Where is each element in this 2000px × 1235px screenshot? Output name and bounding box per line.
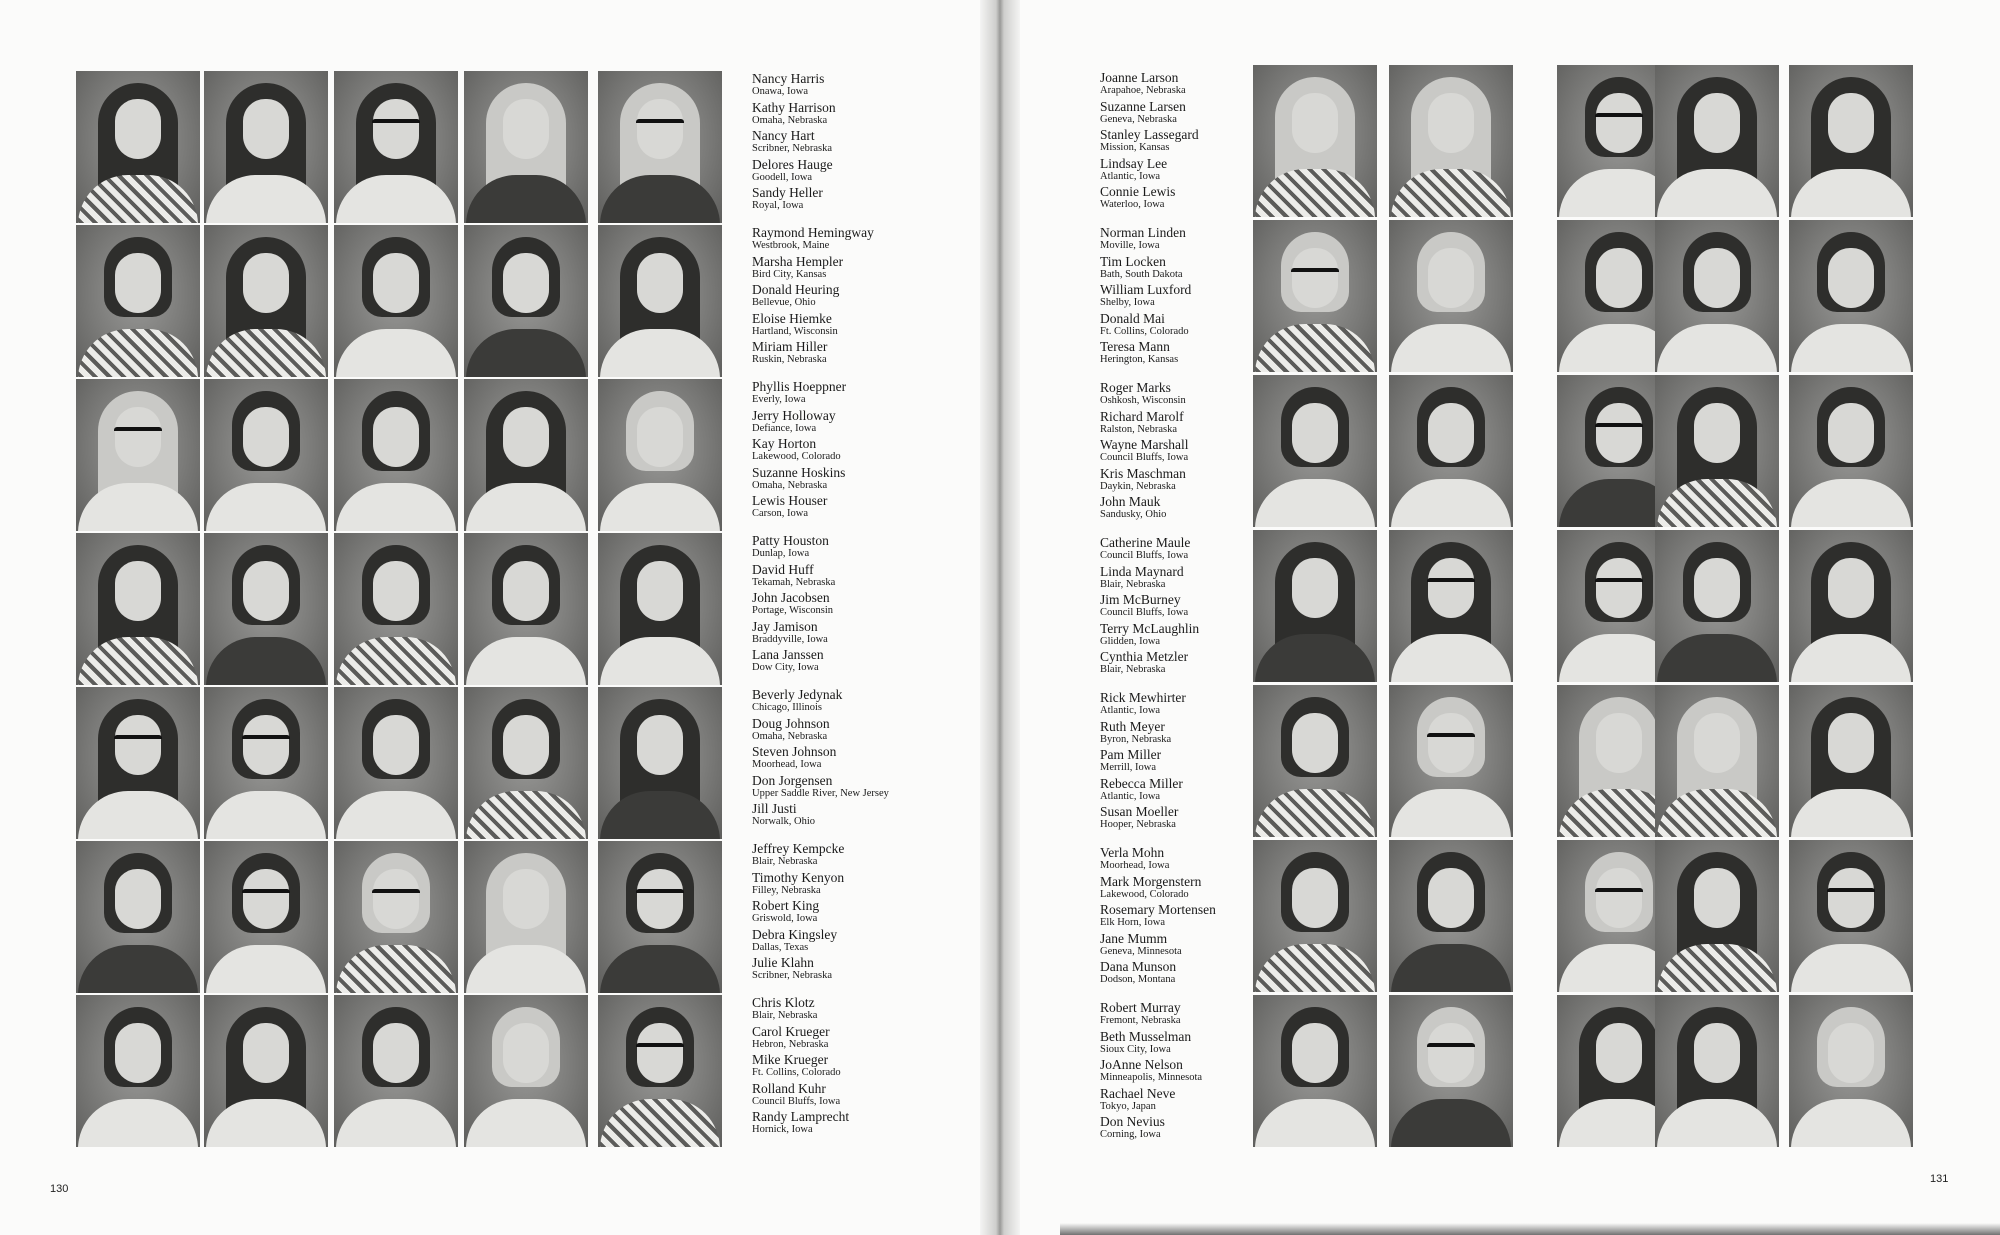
portrait-photo — [1389, 375, 1513, 527]
student-hometown: Council Bluffs, Iowa — [1100, 550, 1189, 561]
student-name: Rolland Kuhr — [752, 1080, 826, 1096]
student-name: Kris Maschman — [1100, 465, 1186, 481]
student-name: Don Jorgensen — [752, 772, 833, 788]
student-hometown: Omaha, Nebraska — [752, 114, 828, 126]
student-hometown: Council Bluffs, Iowa — [1100, 452, 1189, 463]
portrait-photo — [1389, 220, 1513, 372]
student-name: John Jacobsen — [752, 590, 830, 605]
student-hometown: Royal, Iowa — [752, 200, 804, 211]
student-name: Linda Maynard — [1100, 563, 1184, 579]
portrait-photo — [1789, 840, 1913, 992]
student-name: Jay Jamison — [752, 618, 818, 634]
student-name: Susan Moeller — [1100, 804, 1179, 819]
student-hometown: Glidden, Iowa — [1100, 635, 1161, 647]
portrait-photo — [1655, 220, 1779, 372]
student-name: Debra Kingsley — [752, 926, 838, 942]
student-name: Timothy Kenyon — [752, 869, 845, 885]
portrait-photo — [1655, 530, 1779, 682]
student-name: Donald Mai — [1100, 310, 1165, 326]
student-hometown: Tekamah, Nebraska — [752, 576, 836, 588]
student-name: Wayne Marshall — [1100, 437, 1189, 452]
student-hometown: Blair, Nebraska — [752, 1010, 818, 1021]
student-hometown: Elk Horn, Iowa — [1100, 917, 1166, 928]
student-name: Catherine Maule — [1100, 535, 1191, 550]
student-hometown: Atlantic, Iowa — [1100, 170, 1161, 182]
student-name: Randy Lamprecht — [752, 1109, 850, 1124]
student-name: Jerry Holloway — [752, 407, 836, 423]
portrait-photo — [1655, 840, 1779, 992]
student-name: Ruth Meyer — [1100, 718, 1165, 734]
student-hometown: Dunlap, Iowa — [752, 548, 810, 559]
student-name: Chris Klotz — [752, 995, 815, 1010]
student-hometown: Griswold, Iowa — [752, 913, 818, 924]
portrait-photo — [1253, 995, 1377, 1147]
portrait-photo — [1655, 685, 1779, 837]
student-hometown: Upper Saddle River, New Jersey — [752, 787, 889, 799]
student-name: John Mauk — [1100, 494, 1161, 509]
portrait-photo — [1789, 375, 1913, 527]
student-hometown: Chicago, Illinois — [752, 702, 822, 713]
student-name: Eloise Hiemke — [752, 310, 832, 326]
student-name: Jeffrey Kempcke — [752, 841, 845, 856]
student-name: Robert Murray — [1100, 1000, 1181, 1015]
portrait-photo — [1253, 375, 1377, 527]
student-hometown: Hebron, Nebraska — [752, 1038, 829, 1050]
student-hometown: Omaha, Nebraska — [752, 479, 828, 491]
student-name: Sandy Heller — [752, 185, 823, 200]
student-hometown: Bellevue, Ohio — [752, 297, 816, 308]
student-name: Nancy Hart — [752, 128, 815, 143]
student-name: Mike Krueger — [752, 1052, 829, 1067]
student-name: Julie Klahn — [752, 955, 814, 970]
student-hometown: Lakewood, Colorado — [1100, 888, 1189, 900]
student-name: Suzanne Larsen — [1100, 98, 1186, 114]
student-name: Beverly Jedynak — [752, 687, 843, 702]
student-hometown: Blair, Nebraska — [1100, 664, 1166, 675]
student-name: Mark Morgenstern — [1100, 873, 1202, 889]
portrait-photo — [1389, 685, 1513, 837]
student-name: JoAnne Nelson — [1100, 1057, 1183, 1072]
student-name: Teresa Mann — [1100, 339, 1170, 354]
student-name: Jane Mumm — [1100, 930, 1168, 946]
portrait-photo — [1655, 995, 1779, 1147]
student-name: Jim McBurney — [1100, 592, 1181, 607]
student-hometown: Moorhead, Iowa — [752, 759, 822, 770]
student-hometown: Oshkosh, Wisconsin — [1100, 395, 1186, 406]
portrait-photo — [1789, 65, 1913, 217]
student-name: Dana Munson — [1100, 959, 1177, 974]
student-hometown: Dow City, Iowa — [752, 662, 819, 673]
student-name: Raymond Hemingway — [752, 225, 874, 240]
student-hometown: Sandusky, Ohio — [1100, 509, 1167, 520]
portrait-photo — [1389, 65, 1513, 217]
student-name: Norman Linden — [1100, 225, 1186, 240]
portrait-photo — [1789, 530, 1913, 682]
student-hometown: Shelby, Iowa — [1100, 297, 1155, 308]
student-hometown: Atlantic, Iowa — [1100, 790, 1161, 802]
student-name: Richard Marolf — [1100, 408, 1184, 424]
student-hometown: Merrill, Iowa — [1100, 762, 1156, 773]
student-hometown: Westbrook, Maine — [752, 240, 830, 251]
student-hometown: Ruskin, Nebraska — [752, 354, 827, 365]
student-name: Rick Mewhirter — [1100, 690, 1186, 705]
student-name: Rebecca Miller — [1100, 775, 1183, 791]
student-name: Miriam Hiller — [752, 339, 828, 354]
student-name: Lana Janssen — [752, 647, 824, 662]
portrait-photo — [1655, 375, 1779, 527]
page-bottom-shadow — [1060, 1223, 2000, 1235]
student-name: Lindsay Lee — [1100, 155, 1168, 171]
student-hometown: Scribner, Nebraska — [752, 143, 833, 154]
student-name: Rosemary Mortensen — [1100, 902, 1216, 917]
student-hometown: Ralston, Nebraska — [1100, 423, 1177, 435]
student-hometown: Bird City, Kansas — [752, 268, 827, 280]
student-hometown: Minneapolis, Minnesota — [1100, 1072, 1203, 1083]
student-hometown: Arapahoe, Nebraska — [1100, 85, 1186, 96]
portrait-photo — [1389, 840, 1513, 992]
student-hometown: Dallas, Texas — [752, 941, 809, 953]
student-hometown: Corning, Iowa — [1100, 1129, 1161, 1140]
student-name: Kathy Harrison — [752, 99, 836, 115]
student-hometown: Blair, Nebraska — [752, 856, 818, 867]
portrait-photo — [1789, 995, 1913, 1147]
student-name: Pam Miller — [1100, 747, 1162, 762]
student-hometown: Waterloo, Iowa — [1100, 199, 1165, 210]
student-hometown: Moville, Iowa — [1100, 240, 1160, 251]
student-name: Jill Justi — [752, 801, 797, 816]
student-hometown: Geneva, Nebraska — [1100, 113, 1177, 125]
student-name: Roger Marks — [1100, 380, 1171, 395]
student-hometown: Goodell, Iowa — [752, 171, 813, 183]
student-name: Cynthia Metzler — [1100, 649, 1189, 664]
student-name: Patty Houston — [752, 533, 829, 548]
student-name: Delores Hauge — [752, 156, 833, 172]
student-name: Joanne Larson — [1100, 70, 1179, 85]
student-hometown: Ft. Collins, Colorado — [1100, 325, 1189, 337]
portrait-photo — [1253, 840, 1377, 992]
student-hometown: Bath, South Dakota — [1100, 268, 1183, 280]
portrait-photo — [1253, 530, 1377, 682]
page-number-right: 131 — [1930, 1173, 1949, 1185]
student-hometown: Portage, Wisconsin — [752, 605, 834, 616]
student-name: Marsha Hempler — [752, 253, 844, 269]
student-hometown: Hartland, Wisconsin — [752, 325, 838, 337]
student-hometown: Council Bluffs, Iowa — [752, 1095, 841, 1107]
portrait-photo — [1253, 65, 1377, 217]
student-hometown: Daykin, Nebraska — [1100, 480, 1176, 492]
student-hometown: Council Bluffs, Iowa — [1100, 607, 1189, 618]
portrait-photo — [1789, 220, 1913, 372]
student-name: Donald Heuring — [752, 282, 840, 297]
student-hometown: Dodson, Montana — [1100, 974, 1176, 985]
portrait-photo — [1789, 685, 1913, 837]
book-gutter — [980, 0, 1020, 1235]
page-number-left: 130 — [50, 1183, 69, 1195]
student-hometown: Hornick, Iowa — [752, 1124, 813, 1135]
student-hometown: Braddyville, Iowa — [752, 633, 828, 645]
student-hometown: Defiance, Iowa — [752, 422, 817, 434]
student-hometown: Lakewood, Colorado — [752, 451, 841, 462]
student-name: Terry McLaughlin — [1100, 620, 1200, 636]
student-hometown: Atlantic, Iowa — [1100, 705, 1161, 716]
student-hometown: Carson, Iowa — [752, 508, 808, 519]
student-name: David Huff — [752, 561, 814, 577]
portrait-photo — [1655, 65, 1779, 217]
student-hometown: Geneva, Minnesota — [1100, 945, 1182, 957]
portrait-photo — [1253, 220, 1377, 372]
student-hometown: Sioux City, Iowa — [1100, 1043, 1171, 1055]
student-hometown: Hooper, Nebraska — [1100, 819, 1176, 830]
student-hometown: Everly, Iowa — [752, 394, 806, 405]
student-name: Doug Johnson — [752, 715, 830, 731]
student-name: Lewis Houser — [752, 493, 828, 508]
student-name: Rachael Neve — [1100, 1085, 1176, 1101]
student-name: Verla Mohn — [1100, 845, 1165, 860]
student-name: Nancy Harris — [752, 71, 825, 86]
portrait-photo — [1389, 995, 1513, 1147]
student-name: Steven Johnson — [752, 744, 837, 759]
student-hometown: Scribner, Nebraska — [752, 970, 833, 981]
student-hometown: Fremont, Nebraska — [1100, 1015, 1181, 1026]
student-hometown: Norwalk, Ohio — [752, 816, 815, 827]
student-hometown: Tokyo, Japan — [1100, 1100, 1156, 1112]
student-name: Don Nevius — [1100, 1114, 1165, 1129]
student-hometown: Blair, Nebraska — [1100, 578, 1166, 590]
student-hometown: Ft. Collins, Colorado — [752, 1067, 841, 1078]
student-hometown: Moorhead, Iowa — [1100, 860, 1170, 871]
portrait-photo — [1389, 530, 1513, 682]
student-name: Tim Locken — [1100, 253, 1166, 269]
student-name: Beth Musselman — [1100, 1028, 1192, 1044]
student-name: Carol Krueger — [752, 1023, 830, 1039]
student-name: Connie Lewis — [1100, 184, 1176, 199]
portrait-photo — [1253, 685, 1377, 837]
student-name: Suzanne Hoskins — [752, 464, 846, 480]
student-name: Kay Horton — [752, 436, 817, 451]
student-name: Phyllis Hoeppner — [752, 379, 847, 394]
student-hometown: Byron, Nebraska — [1100, 733, 1172, 745]
student-name: Stanley Lassegard — [1100, 127, 1199, 142]
student-hometown: Omaha, Nebraska — [752, 730, 828, 742]
student-hometown: Mission, Kansas — [1100, 142, 1170, 153]
student-hometown: Onawa, Iowa — [752, 86, 808, 97]
student-hometown: Filley, Nebraska — [752, 884, 821, 896]
student-hometown: Herington, Kansas — [1100, 354, 1179, 365]
student-name: William Luxford — [1100, 282, 1192, 297]
student-name: Robert King — [752, 898, 820, 913]
